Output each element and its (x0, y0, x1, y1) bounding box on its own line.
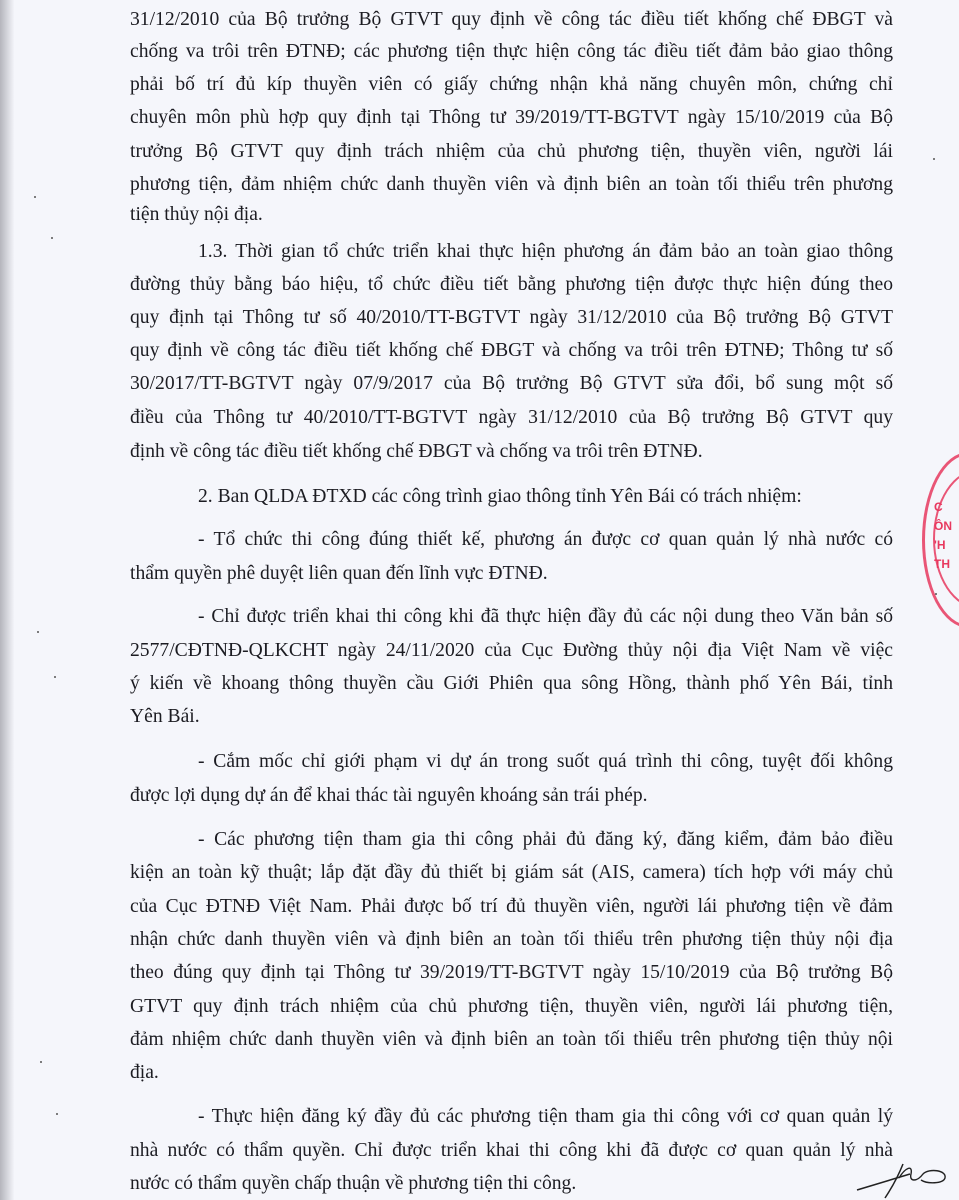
text-line: - Chỉ được triển khai thi công khi đã thực hiện đầy đủ các nội dung theo Văn bản số (198, 606, 893, 627)
text-line: thẩm quyền phê duyệt liên quan đến lĩnh vực ĐTNĐ. (130, 563, 548, 584)
text-line: đảm nhiệm chức danh thuyền viên và định biên an toàn tối thiểu trên phương tiện thủy nội (130, 1029, 893, 1050)
text-line: nhà nước có thẩm quyền. Chỉ được triển khai thi công khi đã được cơ quan quản lý nhà (130, 1140, 893, 1161)
text-line: 31/12/2010 của Bộ trưởng Bộ GTVT quy định về công tác điều tiết khống chế ĐBGT và (130, 9, 893, 30)
text-line: - Cắm mốc chỉ giới phạm vi dự án trong suốt quá trình thi công, tuyệt đối không (198, 751, 893, 772)
text-line: ý kiến về khoang thông thuyền cầu Giới Phiên qua sông Hồng, thành phố Yên Bái, tỉnh (130, 673, 893, 694)
stamp-fragment: C (934, 500, 943, 514)
speck (935, 593, 937, 595)
speck (40, 1061, 42, 1063)
page-edge-shadow (0, 0, 14, 1200)
text-line: - Thực hiện đăng ký đầy đủ các phương tiện tham gia thi công với cơ quan quản lý (198, 1106, 893, 1127)
text-line: chống va trôi trên ĐTNĐ; các phương tiện thực hiện công tác điều tiết đảm bảo giao thông (130, 41, 893, 62)
text-line: quy định về công tác điều tiết khống chế ĐBGT và chống va trôi trên ĐTNĐ; Thông tư số (130, 340, 893, 361)
text-line: được lợi dụng dự án để khai thác tài nguyên khoáng sản trái phép. (130, 785, 648, 806)
text-line: quy định tại Thông tư số 40/2010/TT-BGTVT ngày 31/12/2010 của Bộ trưởng Bộ GTVT (130, 307, 893, 328)
text-line: chuyên môn phù hợp quy định tại Thông tư 39/2019/TT-BGTVT ngày 15/10/2019 của Bộ (130, 107, 893, 128)
text-line: Yên Bái. (130, 706, 200, 727)
handwritten-signature (855, 1160, 955, 1200)
text-line: đường thủy bằng báo hiệu, tổ chức điều tiết bằng phương tiện được thực hiện đúng theo (130, 274, 893, 295)
text-line: 2. Ban QLDA ĐTXD các công trình giao thông tỉnh Yên Bái có trách nhiệm: (198, 486, 802, 507)
text-line: - Các phương tiện tham gia thi công phải đủ đăng ký, đăng kiểm, đảm bảo điều (198, 829, 893, 850)
text-line: 30/2017/TT-BGTVT ngày 07/9/2017 của Bộ trưởng Bộ GTVT sửa đổi, bổ sung một số (130, 373, 893, 394)
text-line: trưởng Bộ GTVT quy định trách nhiệm của chủ phương tiện, thuyền viên, người lái (130, 141, 893, 162)
text-line: định về công tác điều tiết khống chế ĐBGT và chống va trôi trên ĐTNĐ. (130, 441, 703, 462)
text-line: GTVT quy định trách nhiệm của chủ phương tiện, thuyền viên, người lái phương tiện, (130, 996, 893, 1017)
text-line: nước có thẩm quyền chấp thuận về phương tiện thi công. (130, 1173, 577, 1194)
text-line: 1.3. Thời gian tổ chức triển khai thực hiện phương án đảm bảo an toàn giao thông (198, 241, 893, 262)
stamp-text (934, 498, 959, 574)
text-line: của Cục ĐTNĐ Việt Nam. Phải được bố trí đủ thuyền viên, người lái phương tiện về đảm (130, 896, 893, 917)
speck (37, 631, 39, 633)
text-line: nhận chức danh thuyền viên và định biên an toàn tối thiểu trên phương tiện thủy nội địa (130, 929, 893, 950)
speck (56, 1113, 58, 1115)
stamp-fragment: TH (934, 557, 950, 571)
text-line: phải bố trí đủ kíp thuyền viên có giấy chứng nhận khả năng chuyên môn, chứng chỉ (130, 74, 893, 95)
speck (933, 158, 935, 160)
text-line: phương tiện, đảm nhiệm chức danh thuyền viên và định biên an toàn tối thiểu trên phương (130, 174, 893, 195)
stamp-fragment: 'H (934, 538, 946, 552)
speck (54, 676, 56, 678)
speck (51, 237, 53, 239)
text-line: điều của Thông tư 40/2010/TT-BGTVT ngày 31/12/2010 của Bộ trưởng Bộ GTVT quy (130, 407, 893, 428)
text-line: 2577/CĐTNĐ-QLKCHT ngày 24/11/2020 của Cục Đường thủy nội địa Việt Nam về việc (130, 640, 893, 661)
text-line: kiện an toàn kỹ thuật; lắp đặt đầy đủ thiết bị giám sát (AIS, camera) tích hợp với máy chủ (130, 862, 893, 883)
text-line: địa. (130, 1062, 159, 1083)
speck (34, 196, 36, 198)
text-line: tiện thủy nội địa. (130, 204, 263, 225)
text-line: theo đúng quy định tại Thông tư 39/2019/TT-BGTVT ngày 15/10/2019 của Bộ trưởng Bộ (130, 962, 893, 983)
stamp-fragment: ÔN (934, 519, 952, 533)
text-line: - Tổ chức thi công đúng thiết kế, phương án được cơ quan quản lý nhà nước có (198, 529, 893, 550)
